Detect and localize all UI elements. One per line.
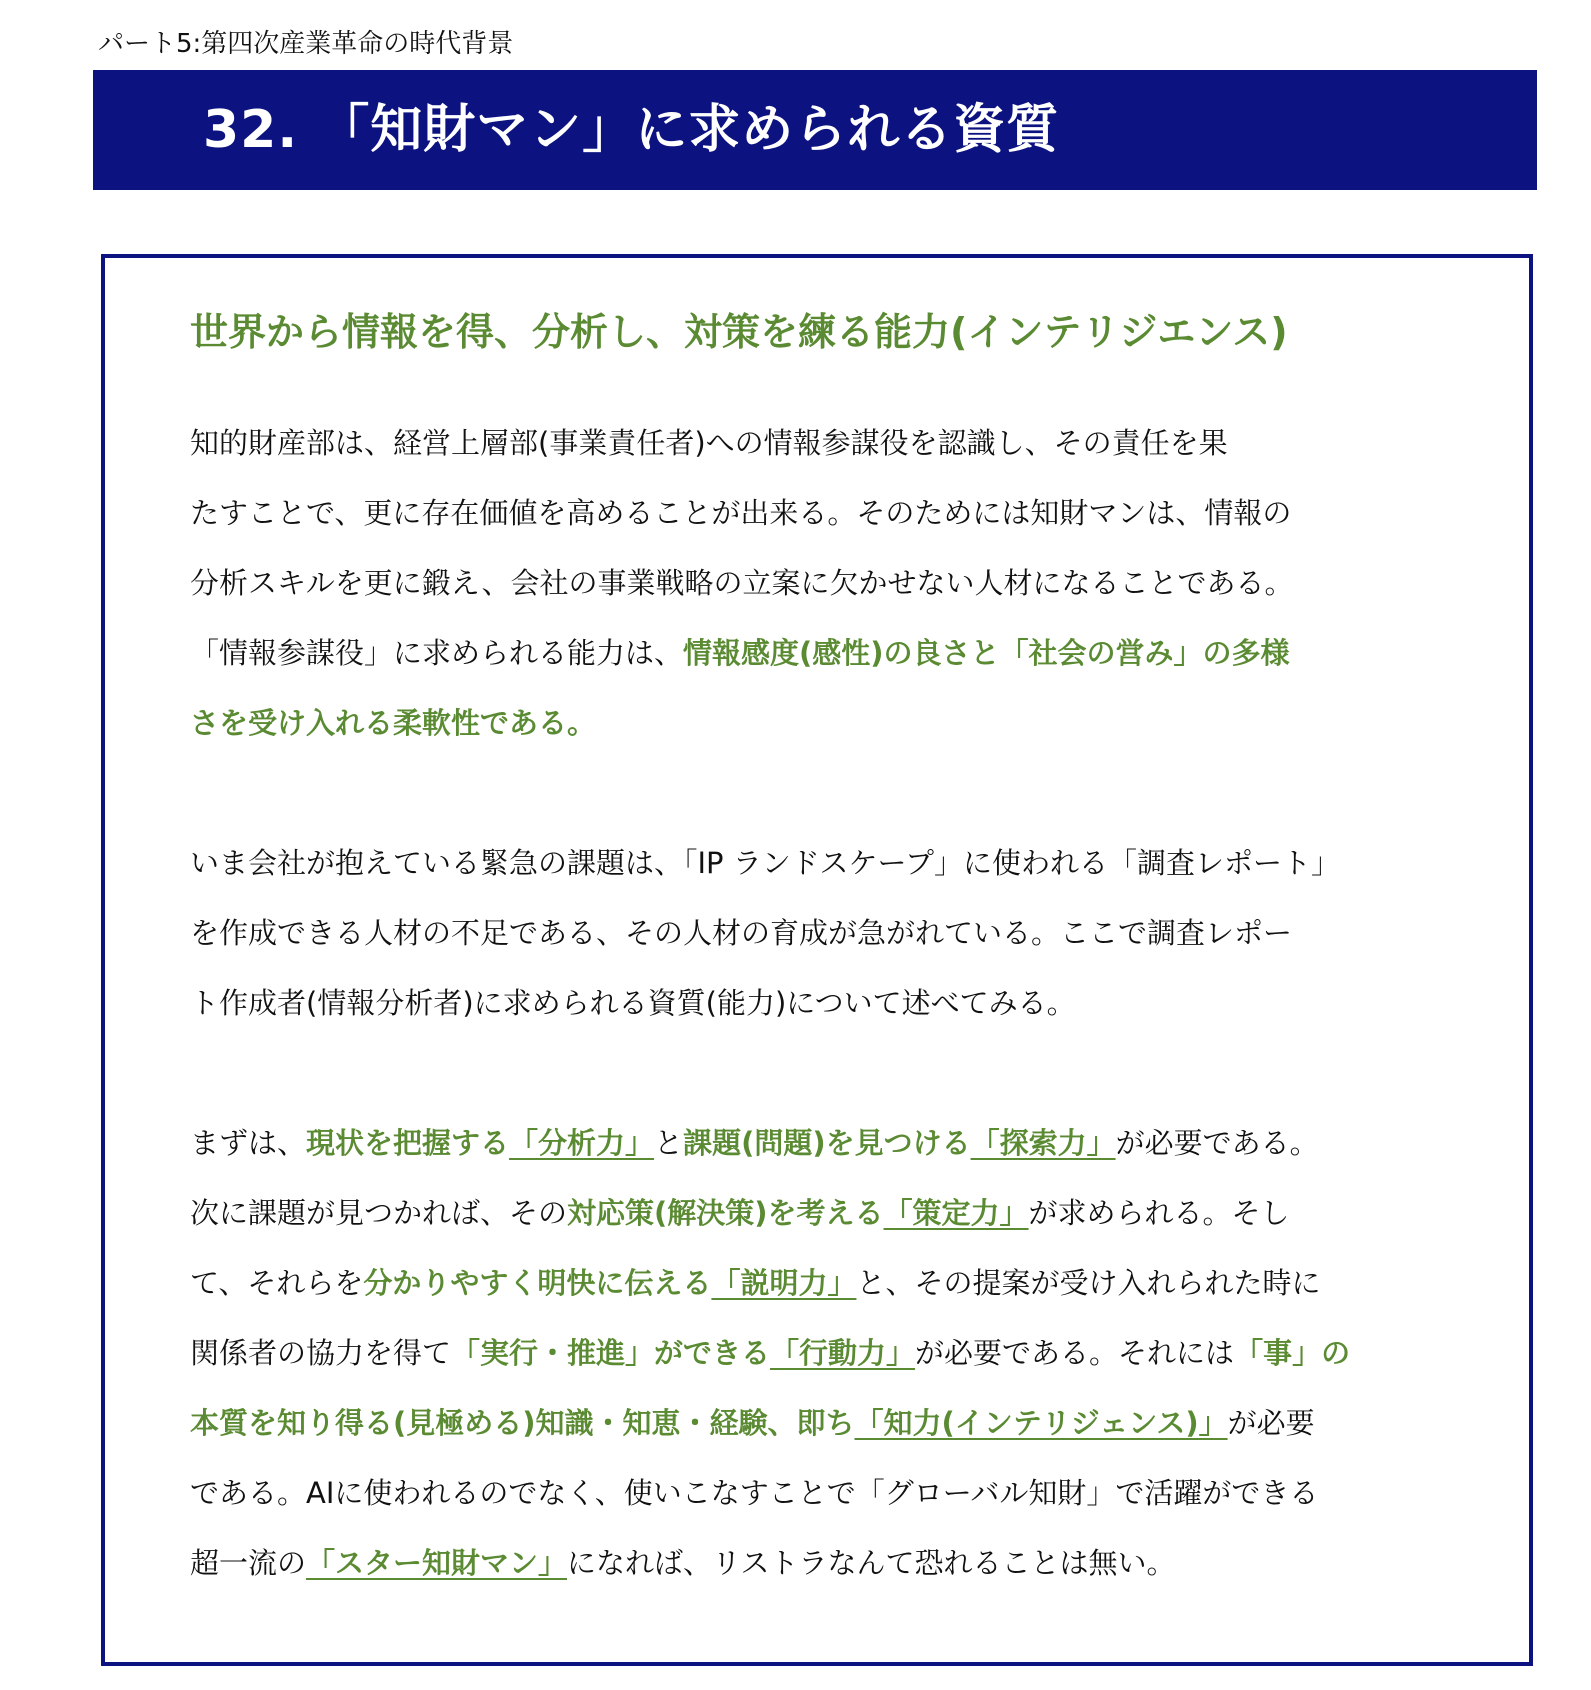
keyword-analysis: 「分析力」 [509, 1126, 655, 1160]
text-run: まずは、 [190, 1126, 307, 1160]
keyword-star: 「スター知財マン」 [306, 1546, 568, 1580]
keyword-intelligence: 「知力(インテリジェンス)」 [854, 1406, 1228, 1440]
page-title: 32. 「知財マン」に求められる資質 [203, 100, 1060, 160]
text-run: と [654, 1126, 684, 1160]
text-run: て、それらを [190, 1266, 364, 1300]
content-box [101, 254, 1533, 1666]
paragraph-line: 分析スキルを更に鍛え、会社の事業戦略の立案に欠かせない人材になることである。 [190, 566, 1294, 600]
paragraph-line: を作成できる人材の不足である、その人材の育成が急がれている。ここで調査レポー [190, 916, 1293, 950]
paragraph-line: いま会社が抱えている緊急の課題は、「IP ランドスケープ」に使われる「調査レポート」 [190, 846, 1341, 880]
highlight-text: 対応策(解決策)を考える [567, 1196, 884, 1230]
highlight-text: 情報感度(感性)の良さと「社会の営み」の多様 [683, 636, 1290, 670]
paragraph-1 [190, 408, 1430, 758]
keyword-action: 「行動力」 [770, 1336, 916, 1370]
paragraph-line: である。AIに使われるのでなく、使いこなすことで「グローバル知財」で活躍ができる [190, 1476, 1319, 1510]
paragraph-line [190, 1248, 1430, 1318]
text-run: になれば、リストラなんて恐れることは無い。 [567, 1546, 1176, 1580]
paragraph-line: ト作成者(情報分析者)に求められる資質(能力)について述べてみる。 [190, 986, 1076, 1020]
keyword-planning: 「策定力」 [883, 1196, 1029, 1230]
keyword-exploration: 「探索力」 [970, 1126, 1116, 1160]
highlight-text: 本質を知り得る(見極める)知識・知恵・経験、即ち [190, 1406, 855, 1440]
text-run: 関係者の協力を得て [190, 1336, 452, 1370]
text-run: が必要である。 [1115, 1126, 1319, 1160]
highlight-text: 「実行・推進」ができる [451, 1336, 771, 1370]
highlight-text: 現状を把握する [306, 1126, 510, 1160]
paragraph-line [190, 1178, 1430, 1248]
keyword-explanation: 「説明力」 [711, 1266, 857, 1300]
highlight-text: 「事」の [1234, 1336, 1351, 1370]
title-bar [93, 70, 1537, 190]
paragraph-line: 知的財産部は、経営上層部(事業責任者)への情報参謀役を認識し、その責任を果 [190, 426, 1228, 460]
paragraph-3 [190, 1108, 1430, 1598]
paragraph-line: たすことで、更に存在価値を高めることが出来る。そのためには知財マンは、情報の [190, 496, 1292, 530]
section-heading: 世界から情報を得、分析し、対策を練る能力(インテリジエンス) [190, 310, 1288, 354]
text-run: 超一流の [190, 1546, 307, 1580]
paragraph-2 [190, 828, 1430, 1038]
highlight-text: 分かりやすく明快に伝える [363, 1266, 712, 1300]
highlight-text: 課題(問題)を見つける [683, 1126, 971, 1160]
paragraph-line [190, 618, 1430, 688]
text-run: と、その提案が受け入れられた時に [856, 1266, 1321, 1300]
paragraph-line [190, 1108, 1430, 1178]
text-run: が必要である。それには [915, 1336, 1235, 1370]
highlight-line: さを受け入れる柔軟性である。 [190, 706, 597, 740]
paragraph-line [190, 1528, 1430, 1598]
paragraph-line [190, 1318, 1430, 1388]
text-run: 次に課題が見つかれば、その [190, 1196, 568, 1230]
part-label: パート5:第四次産業革命の時代背景 [98, 29, 514, 59]
text-run: 「情報参謀役」に求められる能力は、 [190, 636, 684, 670]
text-run: が必要 [1227, 1406, 1315, 1440]
paragraph-line [190, 1388, 1430, 1458]
text-run: が求められる。そし [1028, 1196, 1290, 1230]
